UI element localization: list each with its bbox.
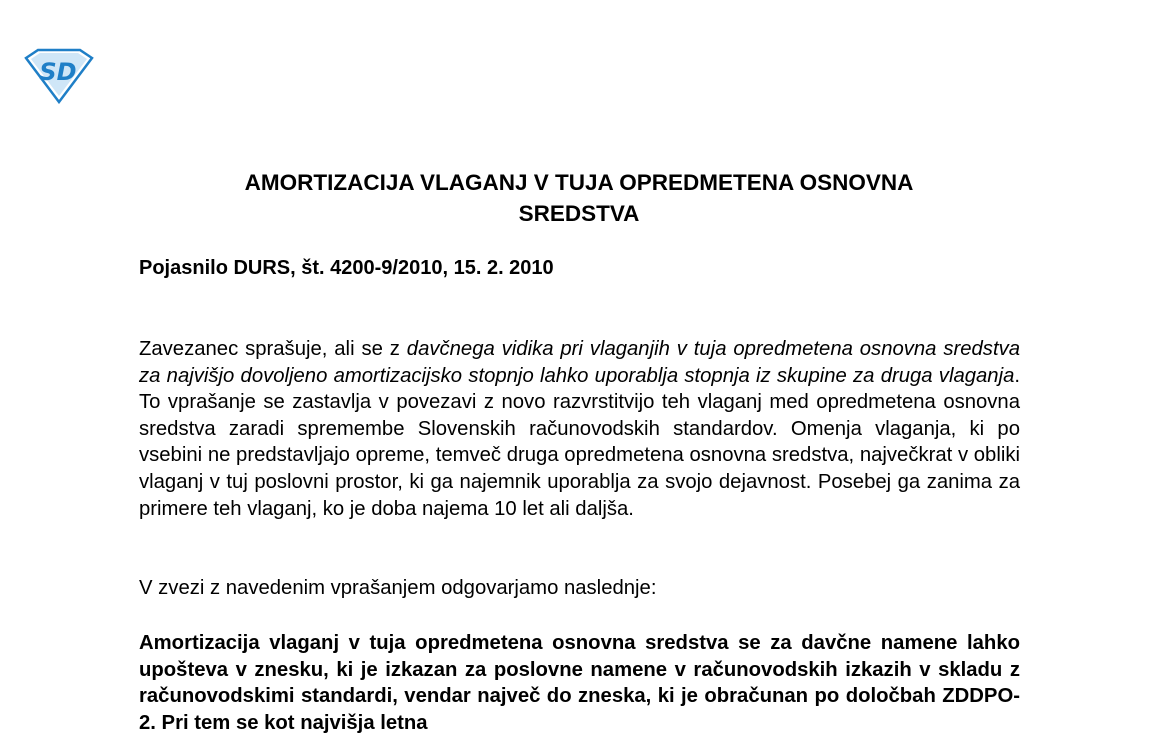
title-line-1: AMORTIZACIJA VLAGANJ V TUJA OPREDMETENA OSNOVNA [244,170,914,195]
title-line-2: SREDSTVA [518,201,640,226]
document-title [139,167,1019,229]
paragraph-question [139,336,1020,522]
paragraph-answer: Amortizacija vlaganj v tuja opredmetena osnovna sredstva se za davčne namene lahko upošteva v znesku, ki je izkazan za poslovne namene v računovodskih izkazih v skladu z računovodskimi standardi, vendar največ do zneska, ki je obračunan po določbah ZDDPO-2. Pri tem se kot najvišja letna [139,632,1020,734]
paragraph-intro-answer: V zvezi z navedenim vprašanjem odgovarjamo naslednje: [139,577,657,599]
logo-text: SD [39,58,77,86]
paragraph-lead: Zavezanec sprašuje, ali se z [139,338,407,360]
document-subtitle: Pojasnilo DURS, št. 4200-9/2010, 15. 2. 2010 [139,257,554,279]
sd-logo-icon [22,48,96,104]
logo [22,48,96,104]
paragraph-rest: . To vprašanje se zastavlja v povezavi z novo razvrstitvijo teh vlaganj med opredmetena osnovna sredstva zaradi spremembe Slovenskih računovodskih standardov. Omenja vlaganja, ki po vsebini ne predstavljajo opreme, temveč druga opredmetena osnovna sredstva, največkrat v obliki vlaganj v tuj poslovni prostor, ki ga najemnik uporablja za svojo dejavnost. Posebej ga zanima za primere teh vlaganj, ko je doba najema 10 let ali daljša. [139,364,1020,520]
paragraph-italic: davčnega vidika pri vlaganjih v tuja opredmetena osnovna sredstva za najvišjo dovoljeno amortizacijsko stopnjo lahko uporablja stopnja iz skupine za druga vlaganja [139,338,1020,387]
